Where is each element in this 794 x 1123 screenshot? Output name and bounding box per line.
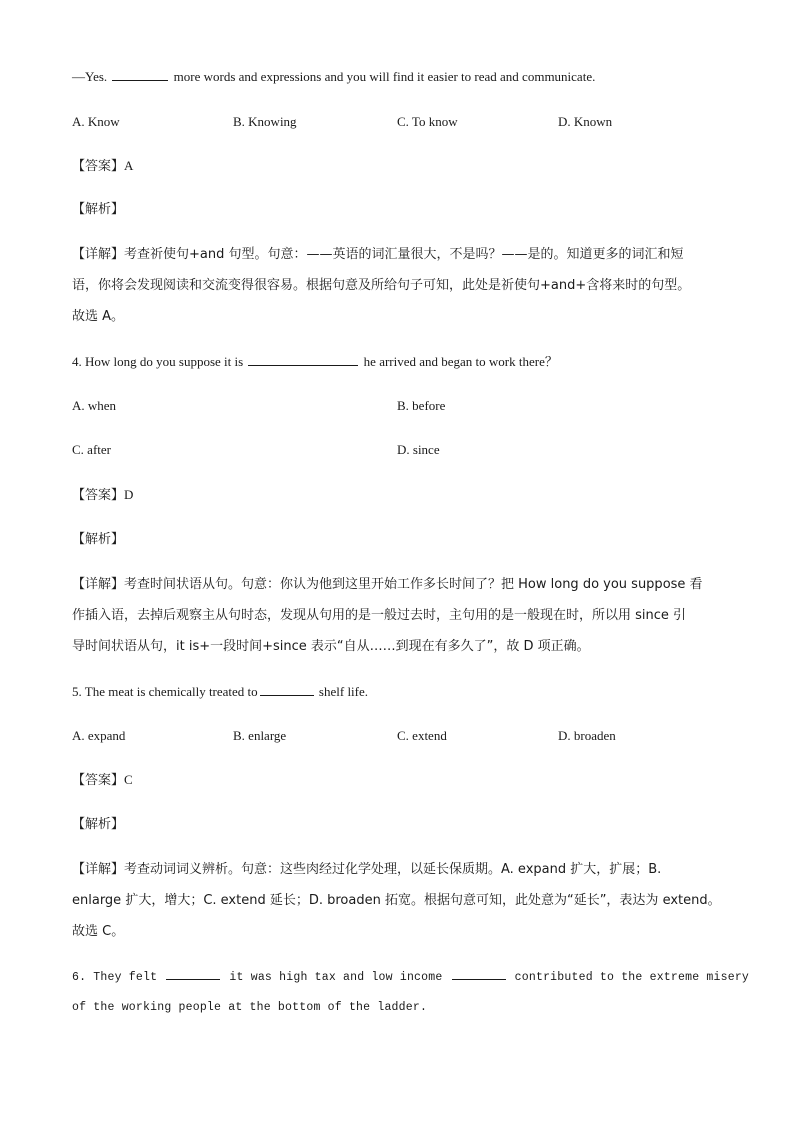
q6-part-2: it was high tax and low income (222, 971, 450, 984)
q3-answer (72, 157, 133, 176)
q3-stem-before: —Yes. (72, 69, 111, 84)
q4-detail-line-2: 作插入语，去掉后观察主从句时态，发现从句用的是一般过去时，主句用的是一般现在时，所以用 since 引 (72, 608, 687, 623)
q5-stem-before: 5. The meat is chemically treated to (72, 684, 258, 699)
q5-option-d: D. broaden (558, 728, 616, 743)
q4-detail-line-1: 【详解】考查时间状语从句。句意：你认为他到这里开始工作多长时间了？把 How long do you suppose 看 (72, 577, 703, 592)
q3-answer-tag: 【答案】 (72, 159, 125, 174)
q3-detail-line-3: 故选 A。 (72, 309, 125, 324)
q5-answer-tag: 【答案】 (72, 773, 125, 788)
q6-blank-1 (166, 968, 220, 980)
q3-detail-line-1: 【详解】考查祈使句+and 句型。句意：——英语的词汇量很大，不是吗？——是的。知道更多的词汇和短 (72, 247, 684, 262)
q4-stem-before: 4. How long do you suppose it is (72, 354, 247, 369)
q3-option-a: A. Know (72, 114, 120, 129)
q5-option-c: C. extend (397, 728, 447, 743)
q3-stem (72, 67, 595, 86)
q5-option-a: A. expand (72, 728, 126, 743)
q5-detail-line-2: enlarge 扩大，增大；C. extend 延长；D. broaden 拓宽。根据句意可知，此处意为“延长”，表达为 extend。 (72, 893, 721, 908)
q4-answer-value: D (124, 487, 134, 502)
q3-option-b: B. Knowing (233, 114, 297, 129)
q6-part-1: 6. They felt (72, 971, 165, 984)
q5-blank (260, 682, 314, 696)
q3-option-d: D. Known (558, 114, 613, 129)
q4-stem-after: he arrived and began to work there？ (360, 354, 558, 369)
q4-answer-tag: 【答案】 (72, 488, 125, 503)
q3-option-c: C. To know (397, 114, 458, 129)
q5-detail-line-1: 【详解】考查动词词义辨析。句意：这些肉经过化学处理，以延长保质期。A. expand 扩大，扩展；B. (72, 862, 662, 877)
q3-blank (112, 67, 168, 81)
q5-detail-line-3: 故选 C。 (72, 924, 125, 939)
q4-blank (248, 352, 358, 366)
q6-part-3: contributed to the extreme misery (507, 971, 750, 984)
q6-blank-2 (452, 968, 506, 980)
q4-option-c: C. after (72, 442, 111, 457)
q5-answer-value: C (124, 772, 133, 787)
q3-stem-after: more words and expressions and you will find it easier to read and communicate. (170, 69, 596, 84)
q4-stem (72, 352, 558, 371)
q5-analysis-tag: 【解析】 (72, 817, 125, 832)
q4-option-d: D. since (397, 442, 440, 457)
q6-stem-line-2: of the working people at the bottom of the ladder. (72, 1001, 428, 1014)
q6-stem-line-1 (72, 968, 749, 987)
q4-analysis-tag: 【解析】 (72, 532, 125, 547)
q3-answer-value: A (124, 158, 134, 173)
q5-stem (72, 682, 368, 701)
q3-analysis-tag: 【解析】 (72, 202, 125, 217)
q3-detail-line-2: 语，你将会发现阅读和交流变得很容易。根据句意及所给句子可知，此处是祈使句+and+含将来时的句型。 (72, 278, 691, 293)
q4-option-a: A. when (72, 398, 117, 413)
q4-option-b: B. before (397, 398, 446, 413)
q4-answer (72, 486, 133, 505)
q5-stem-after: shelf life. (315, 684, 369, 699)
q4-detail-line-3: 导时间状语从句，it is+一段时间+since 表示“自从……到现在有多久了”，故 D 项正确。 (72, 639, 590, 654)
q5-answer (72, 771, 133, 790)
q5-option-b: B. enlarge (233, 728, 287, 743)
